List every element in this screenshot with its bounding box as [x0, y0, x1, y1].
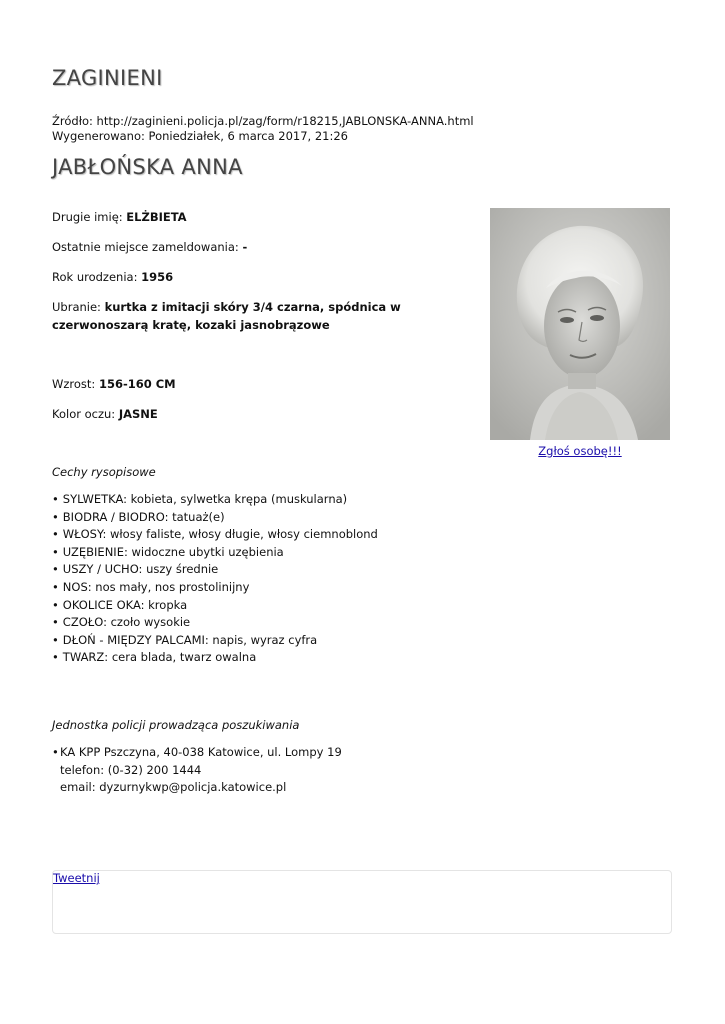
bullet-icon: • [52, 745, 59, 759]
person-name: JABŁOŃSKA ANNA [52, 155, 243, 179]
list-item: • WŁOSY: włosy faliste, włosy długie, włosy ciemnoblond [52, 526, 378, 544]
tweet-link[interactable]: Tweetnij [53, 871, 100, 885]
tweet-widget [52, 870, 672, 934]
police-unit-email: email: dyzurnykwp@policja.katowice.pl [60, 780, 287, 794]
source-line [52, 114, 474, 129]
list-item: • USZY / UCHO: uszy średnie [52, 561, 378, 579]
field-height [52, 375, 492, 393]
document-meta [52, 114, 474, 144]
field-label: Ostatnie miejsce zameldowania: [52, 240, 239, 254]
list-item: • BIODRA / BIODRO: tatuaż(e) [52, 509, 378, 527]
list-item: • CZOŁO: czoło wysokie [52, 614, 378, 632]
person-photo [490, 208, 670, 440]
field-middle-name [52, 208, 492, 226]
generated-line [52, 129, 474, 144]
police-unit-phone: telefon: (0-32) 200 1444 [60, 762, 202, 777]
field-label: Rok urodzenia: [52, 270, 138, 284]
field-value: - [242, 240, 248, 254]
list-item: • TWARZ: cera blada, twarz owalna [52, 649, 378, 667]
police-unit-details [52, 744, 342, 797]
field-eye-color [52, 405, 492, 423]
generated-value: Poniedziałek, 6 marca 2017, 21:26 [148, 129, 348, 143]
report-person-link[interactable]: Zgłoś osobę!!! [538, 444, 622, 458]
list-item: • UZĘBIENIE: widoczne ubytki uzębienia [52, 544, 378, 562]
source-url: http://zaginieni.policja.pl/zag/form/r18215,JABLONSKA-ANNA.html [96, 114, 474, 128]
features-heading: Cechy rysopisowe [52, 465, 156, 479]
generated-label: Wygenerowano: [52, 129, 145, 143]
field-label: Kolor oczu: [52, 407, 116, 421]
field-birth-year [52, 268, 492, 286]
police-unit-name: KA KPP Pszczyna, 40-038 Katowice, ul. Lompy 19 [60, 745, 342, 759]
field-value: kurtka z imitacji skóry 3/4 czarna, spódnica w czerwonoszarą kratę, kozaki jasnobrązowe [52, 300, 401, 332]
field-clothing [52, 298, 490, 334]
field-label: Wzrost: [52, 377, 96, 391]
field-value: JASNE [118, 407, 158, 421]
field-label: Ubranie: [52, 300, 101, 314]
portrait-image [490, 208, 670, 440]
list-item: • DŁOŃ - MIĘDZY PALCAMI: napis, wyraz cyfra [52, 632, 378, 650]
features-list [52, 491, 378, 667]
field-value: 1956 [141, 270, 174, 284]
list-item: • NOS: nos mały, nos prostolinijny [52, 579, 378, 597]
list-item: • OKOLICE OKA: kropka [52, 597, 378, 615]
police-unit-name-line [52, 744, 342, 762]
field-value: 156-160 CM [98, 377, 176, 391]
field-last-residence [52, 238, 492, 256]
field-value: ELŻBIETA [126, 210, 187, 224]
police-unit-heading: Jednostka policji prowadząca poszukiwania [52, 718, 300, 732]
source-label: Źródło: [52, 114, 93, 128]
list-item: • SYLWETKA: kobieta, sylwetka krępa (muskularna) [52, 491, 378, 509]
field-label: Drugie imię: [52, 210, 123, 224]
site-title: ZAGINIENI [52, 66, 163, 90]
